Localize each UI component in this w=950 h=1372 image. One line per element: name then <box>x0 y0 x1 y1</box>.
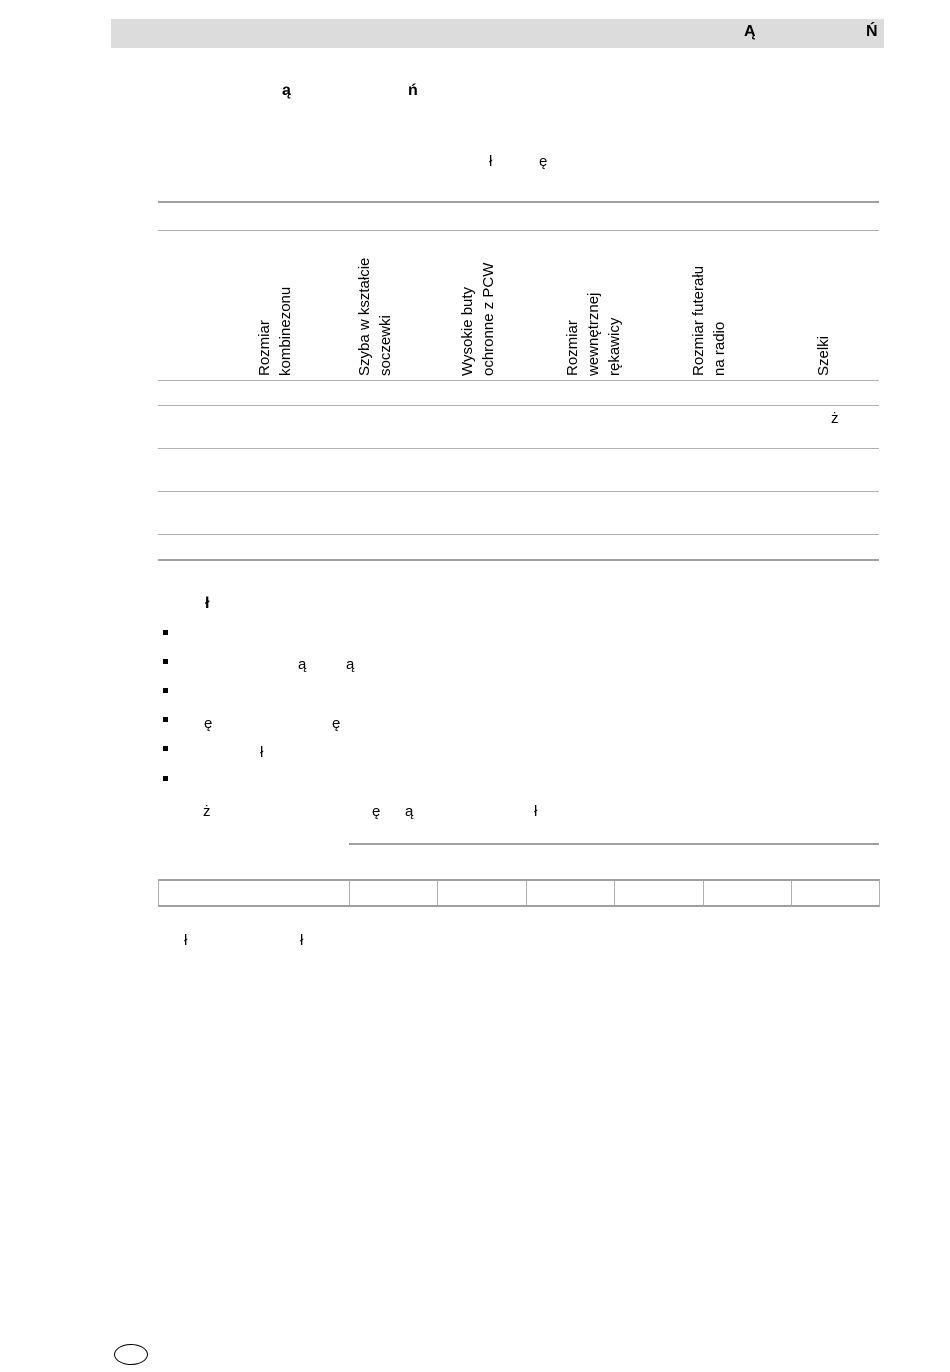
signature-rule <box>349 843 879 845</box>
table-header-rule <box>158 230 879 231</box>
bullet-icon <box>163 688 168 693</box>
section-title-char-a: ą <box>282 82 291 99</box>
bullet-icon <box>163 659 168 664</box>
table-row-rule <box>158 380 879 381</box>
table-row-rule <box>158 491 879 492</box>
small-table-cell <box>792 881 879 905</box>
bullet2-char-a1: ą <box>298 656 307 673</box>
bottom-note-char-l1: ł <box>184 932 188 949</box>
table-bottom-rule <box>158 559 879 561</box>
bottom-note-char-l2: ł <box>300 932 304 949</box>
table-top-rule <box>158 201 879 203</box>
small-table-cell <box>527 881 615 905</box>
bullet-icon <box>163 776 168 781</box>
small-table-cell <box>615 881 704 905</box>
header-char-n: Ń <box>866 23 878 40</box>
section-title-char-n: ń <box>408 82 418 99</box>
table-row-rule <box>158 405 879 406</box>
bullet4-char-e2: ę <box>332 715 341 732</box>
table-row-rule <box>158 448 879 449</box>
column-header-harness: Szelki <box>815 335 832 376</box>
intro-char-e: ę <box>539 153 548 170</box>
small-table-cell <box>438 881 527 905</box>
language-badge-icon <box>114 1344 148 1365</box>
small-table-cell <box>704 881 792 905</box>
footer-char-e: ę <box>372 803 381 820</box>
intro-char-l: ł <box>489 153 493 170</box>
header-bar <box>111 19 884 48</box>
footer-char-l: ł <box>534 803 538 820</box>
notes-heading-char: ł <box>205 595 210 612</box>
column-header-inner-glove-size: Rozmiar wewnętrznej rękawicy <box>564 292 623 376</box>
table-row-rule <box>158 534 879 535</box>
table-cell-harness-row1: ż <box>831 410 839 427</box>
column-header-radio-pouch-size: Rozmiar futerału na radio <box>690 265 728 376</box>
small-table-cell <box>350 881 438 905</box>
bullet-icon <box>163 630 168 635</box>
footer-char-z: ż <box>203 803 211 820</box>
column-header-lens-visor: Szyba w kształcie soczewki <box>356 257 394 376</box>
small-table <box>158 879 880 907</box>
header-char-a: Ą <box>744 23 756 40</box>
column-header-suit-size: Rozmiar kombinezonu <box>256 286 294 376</box>
bullet-icon <box>163 746 168 751</box>
bullet5-char-l: ł <box>260 744 264 761</box>
bullet2-char-a2: ą <box>346 656 355 673</box>
column-header-pvc-boots: Wysokie buty ochronne z PCW <box>459 262 497 376</box>
small-table-cell <box>159 881 350 905</box>
bullet-icon <box>163 717 168 722</box>
bullet4-char-e1: ę <box>204 715 213 732</box>
footer-char-a: ą <box>405 803 414 820</box>
